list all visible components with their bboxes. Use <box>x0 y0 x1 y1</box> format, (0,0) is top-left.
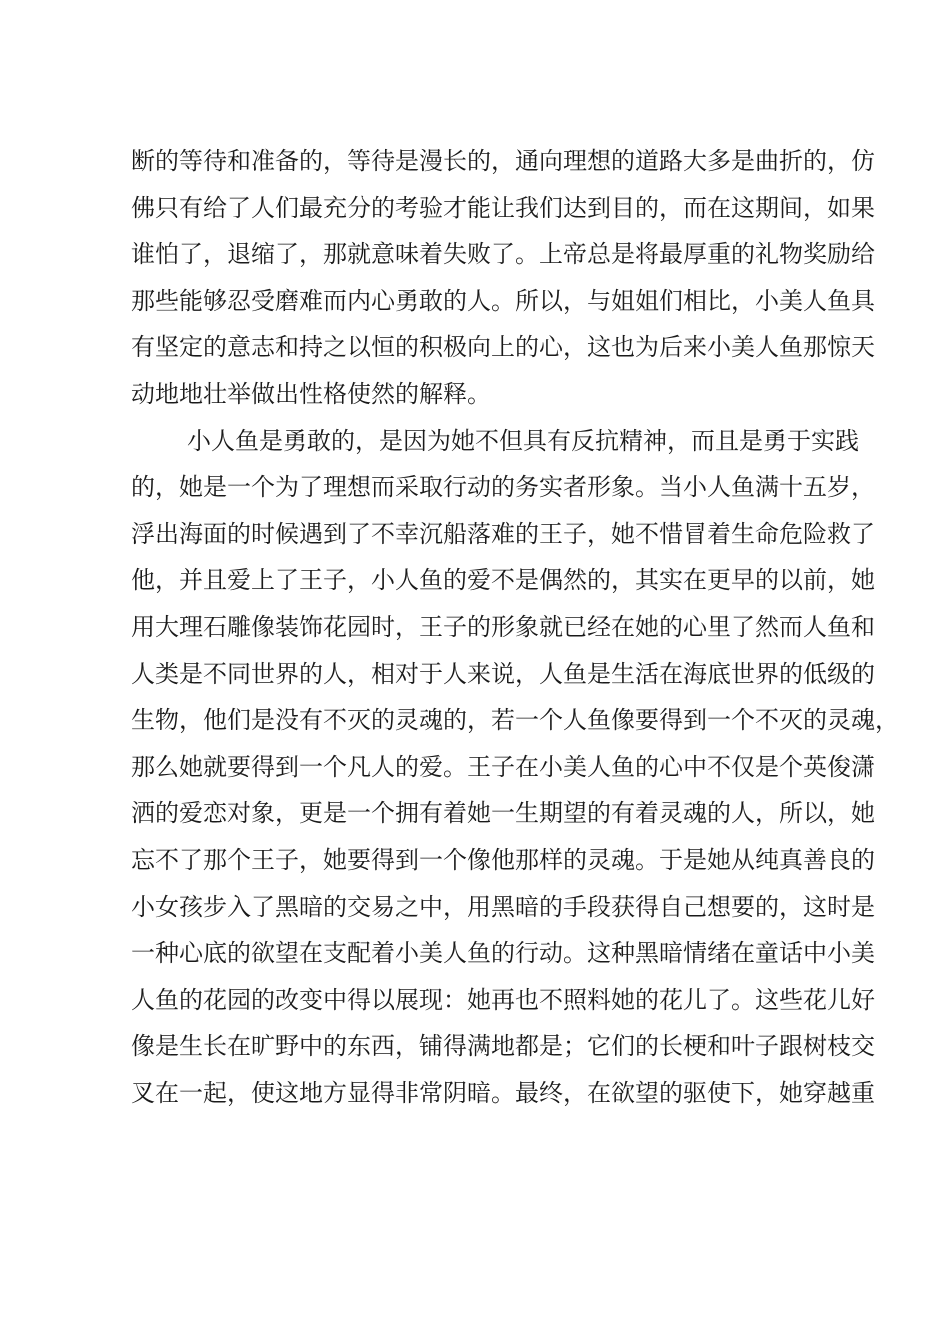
paragraph-2-line-6: 人类是不同世界的人，相对于人来说，人鱼是生活在海底世界的低级的 <box>131 659 875 688</box>
paragraph-1-line-4: 那些能够忍受磨难而内心勇敢的人。所以，与姐姐们相比，小美人鱼具 <box>131 286 875 315</box>
paragraph-2-line-11: 小女孩步入了黑暗的交易之中，用黑暗的手段获得自己想要的，这时是 <box>131 892 875 921</box>
paragraph-1-line-2: 佛只有给了人们最充分的考验才能让我们达到目的，而在这期间，如果 <box>131 193 875 222</box>
body-text <box>131 141 899 1119</box>
paragraph-2-line-8: 那么她就要得到一个凡人的爱。王子在小美人鱼的心中不仅是个英俊潇 <box>131 752 875 781</box>
paragraph-2-line-14: 像是生长在旷野中的东西，铺得满地都是；它们的长梗和叶子跟树枝交 <box>131 1032 875 1061</box>
paragraph-2-line-13: 人鱼的花园的改变中得以展现：她再也不照料她的花儿了。这些花儿好 <box>131 985 875 1014</box>
paragraph-2-line-1: 小人鱼是勇敢的，是因为她不但具有反抗精神，而且是勇于实践 <box>187 426 859 455</box>
paragraph-2-line-5: 用大理石雕像装饰花园时，王子的形象就已经在她的心里了然而人鱼和 <box>131 612 875 641</box>
paragraph-2-line-7: 生物，他们是没有不灭的灵魂的，若一个人鱼像要得到一个不灭的灵魂， <box>131 706 899 735</box>
paragraph-2-line-12: 一种心底的欲望在支配着小美人鱼的行动。这种黑暗情绪在童话中小美 <box>131 939 875 968</box>
paragraph-1-line-3: 谁怕了，退缩了，那就意味着失败了。上帝总是将最厚重的礼物奖励给 <box>131 240 875 269</box>
paragraph-2-line-3: 浮出海面的时候遇到了不幸沉船落难的王子，她不惜冒着生命危险救了 <box>131 519 875 548</box>
paragraph-1-line-6: 动地地壮举做出性格使然的解释。 <box>131 379 491 408</box>
paragraph-1-line-1: 断的等待和准备的，等待是漫长的，通向理想的道路大多是曲折的，仿 <box>131 147 875 175</box>
paragraph-2-line-9: 洒的爱恋对象，更是一个拥有着她一生期望的有着灵魂的人，所以，她 <box>131 799 875 828</box>
paragraph-2-line-10: 忘不了那个王子，她要得到一个像他那样的灵魂。于是她从纯真善良的 <box>131 845 875 874</box>
paragraph-2-line-4: 他，并且爱上了王子，小人鱼的爱不是偶然的，其实在更早的以前，她 <box>131 566 875 595</box>
paragraph-1-line-5: 有坚定的意志和持之以恒的积极向上的心，这也为后来小美人鱼那惊天 <box>131 333 875 362</box>
paragraph-2-line-2: 的，她是一个为了理想而采取行动的务实者形象。当小人鱼满十五岁， <box>131 473 875 502</box>
paragraph-2-line-15: 叉在一起，使这地方显得非常阴暗。最终，在欲望的驱使下，她穿越重 <box>131 1078 875 1107</box>
